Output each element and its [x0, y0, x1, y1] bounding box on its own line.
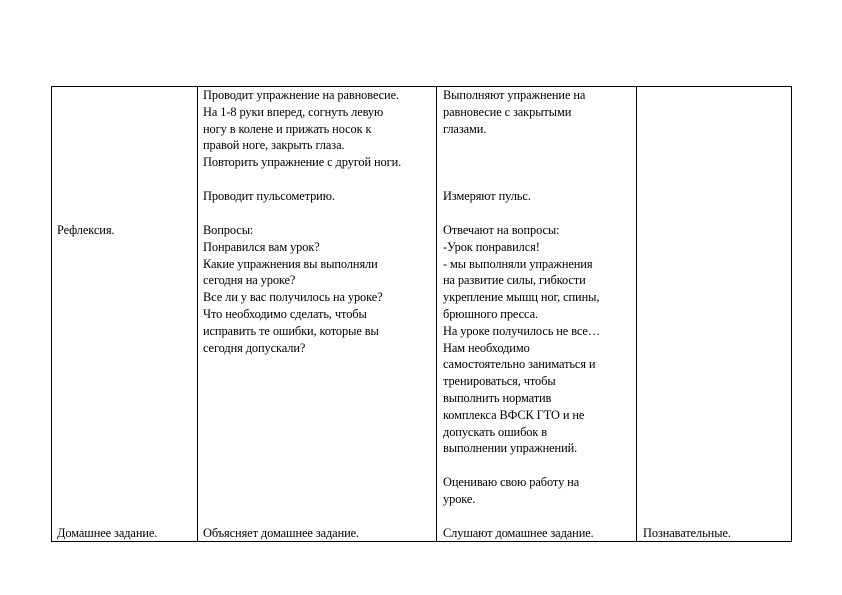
column-divider-2 — [436, 86, 437, 542]
table-left-border — [51, 86, 52, 542]
stage-homework-cell: Домашнее задание. — [57, 526, 158, 540]
teacher-activity-homework-cell: Объясняет домашнее задание. — [203, 526, 360, 540]
column-divider-3 — [636, 86, 637, 542]
uud-homework-cell: Познавательные. — [643, 526, 731, 540]
table-top-border — [51, 86, 792, 87]
column-divider-1 — [197, 86, 198, 542]
student-activity-balance-cell: Выполняют упражнение на равновесие с закрытыми глазами. Измеряют пульс. — [443, 88, 586, 203]
table-right-border — [791, 86, 792, 542]
teacher-activity-balance-cell: Проводит упражнение на равновесие. На 1-8 руки вперед, согнуть левую ногу в колене и прижать носок к правой ноге, закрыть глаза. Повторить упражнение с другой ноги. Проводит пульсометрию. — [203, 88, 402, 203]
teacher-activity-reflection-cell: Вопросы: Понравился вам урок? Какие упражнения вы выполняли сегодня на уроке? Все ли у вас получилось на уроке? Что необходимо сделать, чтобы исправить те ошибки, которые вы сегодня допускали? — [203, 223, 383, 355]
student-activity-homework-cell: Слушают домашнее задание. — [443, 526, 594, 540]
stage-reflection-cell: Рефлексия. — [57, 223, 115, 237]
student-activity-reflection-cell: Отвечают на вопросы: -Урок понравился! - мы выполняли упражнения на развитие силы, гибкости укрепление мышц ног, спины, брюшного пресса. На уроке получилось не все… Нам необходимо самостоятельно заниматься и тренироваться, чтобы выполнить норматив комплекса ВФСК ГТО и не допускать ошибок в выполнении упражнений. Оцениваю свою работу на уроке. — [443, 223, 601, 506]
